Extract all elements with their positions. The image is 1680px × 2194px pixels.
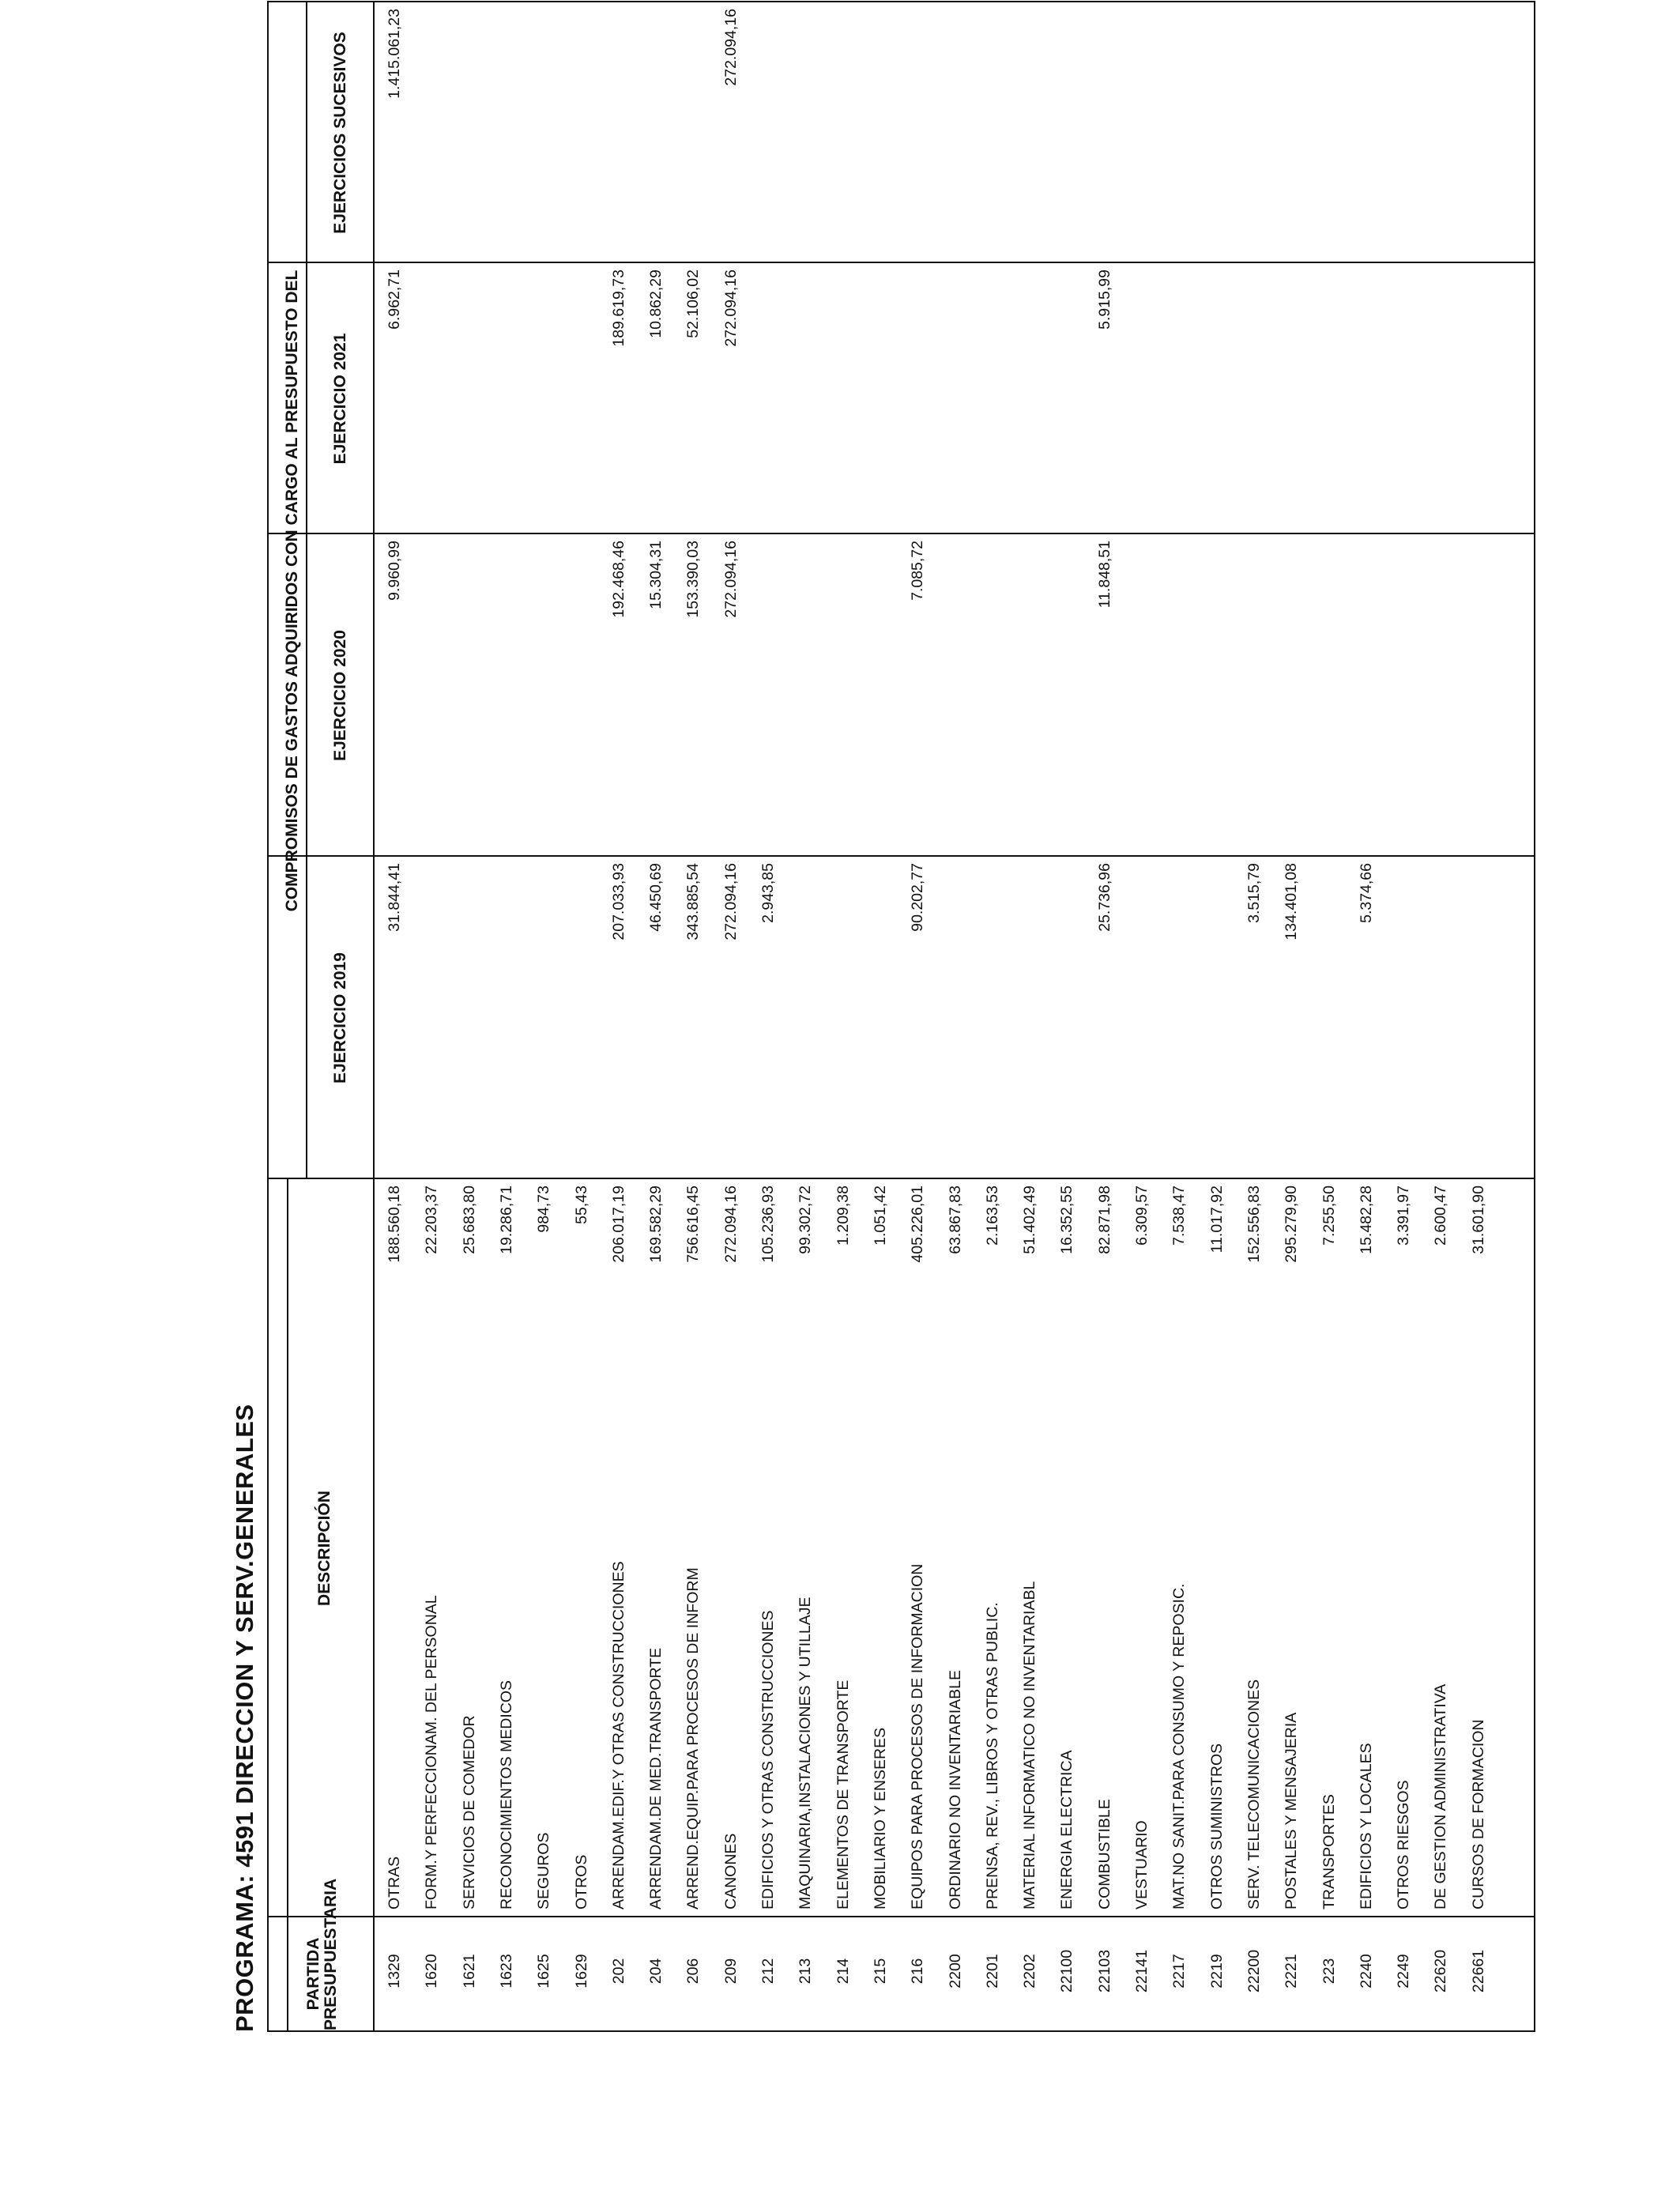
ejercicio-2018-cell: 295.279,90 <box>1283 1186 1301 1263</box>
ejercicio-2020-cell: 153.390,03 <box>684 541 703 618</box>
descripcion-cell: EDIFICIOS Y LOCALES <box>1357 1743 1375 1909</box>
descripcion-cell: MATERIAL INFORMATICO NO INVENTARIABL <box>1021 1581 1039 1909</box>
ejercicio-2019-cell: 343.885,54 <box>684 863 703 941</box>
ejercicio-2018-cell: 82.871,98 <box>1095 1186 1113 1254</box>
partida-cell: 2240 <box>1357 1954 1375 1989</box>
ejercicio-2018-cell: 7.255,50 <box>1320 1186 1338 1246</box>
ejercicio-2019-cell: 5.374,66 <box>1357 863 1375 923</box>
partida-cell: 22620 <box>1432 1949 1450 1993</box>
partida-cell: 2219 <box>1207 1954 1226 1989</box>
partida-cell: 202 <box>609 1958 627 1985</box>
ejercicio-2018-cell: 51.402,49 <box>1021 1186 1039 1254</box>
ejercicio-2021-cell: 52.106,02 <box>684 270 703 338</box>
ejercicio-2019-cell: 90.202,77 <box>909 863 927 932</box>
ejercicio-2021-cell: 10.862,29 <box>647 270 665 338</box>
descripcion-cell: MAT.NO SANIT.PARA CONSUMO Y REPOSIC. <box>1170 1583 1188 1909</box>
partida-cell: 215 <box>871 1958 889 1985</box>
partida-cell: 1625 <box>535 1954 553 1989</box>
descripcion-cell: CANONES <box>721 1833 740 1909</box>
descripcion-cell: FORM.Y PERFECCIONAM. DEL PERSONAL <box>423 1595 441 1909</box>
descripcion-cell: ORDINARIO NO INVENTARIABLE <box>946 1669 964 1909</box>
ejercicio-2018-cell: 22.203,37 <box>423 1186 441 1254</box>
ejercicio-2019-cell: 31.844,41 <box>386 863 403 932</box>
ejercicio-2019-cell: 272.094,16 <box>721 863 740 941</box>
ejercicio-2018-cell: 7.538,47 <box>1170 1186 1188 1246</box>
ejercicio-2020-cell: 272.094,16 <box>721 541 740 618</box>
partida-cell: 216 <box>909 1958 927 1985</box>
ejercicio-2018-cell: 152.556,83 <box>1245 1186 1263 1263</box>
partida-cell: 1620 <box>423 1954 441 1989</box>
header-ejercicios-sucesivos: EJERCICIOS SUCESIVOS <box>331 32 349 234</box>
header-partida-line2: PRESUPUESTARIA <box>322 1878 340 2030</box>
ejercicio-2018-cell: 99.302,72 <box>797 1186 815 1254</box>
column-divider <box>269 1178 1534 1179</box>
partida-cell: 2201 <box>983 1954 1001 1989</box>
descripcion-cell: MAQUINARIA,INSTALACIONES Y UTILLAJE <box>797 1596 815 1909</box>
ejercicio-2018-cell: 19.286,71 <box>497 1186 515 1254</box>
ejercicio-2018-cell: 984,73 <box>535 1186 553 1233</box>
descripcion-cell: ENERGIA ELECTRICA <box>1058 1750 1076 1909</box>
partida-cell: 212 <box>759 1958 777 1985</box>
ejercicio-2020-cell: 11.848,51 <box>1095 541 1113 609</box>
ejercicio-2018-cell: 55,43 <box>572 1186 590 1224</box>
descripcion-cell: ARRENDAM.DE MED.TRANSPORTE <box>647 1647 665 1909</box>
descripcion-cell: ARREND.EQUIP.PARA PROCESOS DE INFORM <box>684 1567 703 1909</box>
partida-cell: 1623 <box>497 1954 515 1989</box>
page-title: PROGRAMA: 4591 DIRECCION Y SERV.GENERALES <box>231 1404 258 2032</box>
ejercicio-2019-cell: 25.736,96 <box>1095 863 1113 932</box>
partida-cell: 213 <box>797 1958 815 1985</box>
header-compromisos: COMPROMISOS DE GASTOS ADQUIRIDOS CON CARGO AL PRESUPUESTO DEL <box>283 270 301 912</box>
ejercicio-2021-cell: 272.094,16 <box>721 270 740 347</box>
ejercicio-2018-cell: 1.209,38 <box>834 1186 852 1246</box>
ejercicio-2021-cell: 5.915,99 <box>1095 270 1113 330</box>
descripcion-cell: OTRAS <box>386 1856 403 1909</box>
descripcion-cell: VESTUARIO <box>1133 1820 1151 1909</box>
ejercicio-2018-cell: 272.094,16 <box>721 1186 740 1263</box>
ejercicio-2018-cell: 15.482,28 <box>1357 1186 1375 1254</box>
ejercicio-2019-cell: 207.033,93 <box>609 863 627 941</box>
partida-cell: 223 <box>1320 1958 1338 1985</box>
descripcion-cell: ARRENDAM.EDIF.Y OTRAS CONSTRUCCIONES <box>609 1561 627 1909</box>
descripcion-cell: PRENSA, REV., LIBROS Y OTRAS PUBLIC. <box>983 1602 1001 1909</box>
ejercicio-2019-cell: 134.401,08 <box>1283 863 1301 941</box>
ejercicio-2018-cell: 31.601,90 <box>1469 1186 1487 1254</box>
partida-cell: 2249 <box>1395 1954 1413 1989</box>
partida-cell: 1621 <box>460 1954 478 1989</box>
descripcion-cell: POSTALES Y MENSAJERIA <box>1283 1712 1301 1909</box>
header-ejercicio-2020: EJERCICIO 2020 <box>331 630 349 761</box>
partida-cell: 214 <box>834 1958 852 1985</box>
header-ejercicio-2021: EJERCICIO 2021 <box>331 333 349 465</box>
ejercicio-2021-cell: 6.962,71 <box>386 270 403 330</box>
partida-cell: 2221 <box>1283 1954 1301 1989</box>
column-divider <box>269 1916 1534 1917</box>
descripcion-cell: CURSOS DE FORMACION <box>1469 1719 1487 1909</box>
partida-cell: 206 <box>684 1958 703 1985</box>
column-divider <box>269 533 1534 534</box>
ejercicio-2018-cell: 1.051,42 <box>871 1186 889 1246</box>
ejercicio-2018-cell: 188.560,18 <box>386 1186 403 1263</box>
descripcion-cell: SERVICIOS DE COMEDOR <box>460 1715 478 1909</box>
descripcion-cell: MOBILIARIO Y ENSERES <box>871 1727 889 1909</box>
descripcion-cell: SERV. TELECOMUNICACIONES <box>1245 1679 1263 1909</box>
descripcion-cell: SEGUROS <box>535 1832 553 1909</box>
descripcion-cell: OTROS <box>572 1854 590 1909</box>
partida-cell: 204 <box>647 1958 665 1985</box>
header-partida <box>304 1878 340 2030</box>
partida-cell: 22200 <box>1245 1949 1263 1993</box>
ejercicio-2020-cell: 7.085,72 <box>909 541 927 601</box>
partida-cell: 2200 <box>946 1954 964 1989</box>
partida-cell: 2217 <box>1170 1954 1188 1989</box>
descripcion-cell: RECONOCIMIENTOS MEDICOS <box>497 1680 515 1909</box>
ejercicio-2018-cell: 756.616,45 <box>684 1186 703 1263</box>
partida-cell: 1329 <box>386 1954 403 1989</box>
column-divider <box>269 262 1534 263</box>
ejercicio-2020-cell: 9.960,99 <box>386 541 403 601</box>
header-divider <box>287 1179 288 2030</box>
header-ejercicio-2019: EJERCICIO 2019 <box>331 952 349 1084</box>
ejercicios-sucesivos-cell: 272.094,16 <box>721 9 740 86</box>
ejercicio-2018-cell: 11.017,92 <box>1207 1186 1226 1253</box>
header-bottom-divider <box>373 2 375 2030</box>
descripcion-cell: OTROS RIESGOS <box>1395 1780 1413 1909</box>
ejercicio-2020-cell: 192.468,46 <box>609 541 627 618</box>
ejercicio-2018-cell: 2.600,47 <box>1432 1186 1450 1246</box>
ejercicio-2019-cell: 3.515,79 <box>1245 863 1263 923</box>
ejercicio-2018-cell: 405.226,01 <box>909 1186 927 1263</box>
column-divider <box>269 855 1534 857</box>
ejercicio-2018-cell: 206.017,19 <box>609 1186 627 1263</box>
header-divider <box>306 2 307 1179</box>
ejercicio-2018-cell: 2.163,53 <box>983 1186 1001 1246</box>
partida-cell: 22141 <box>1133 1949 1151 1993</box>
descripcion-cell: DE GESTION ADMINISTRATIVA <box>1432 1683 1450 1909</box>
descripcion-cell: OTROS SUMINISTROS <box>1207 1743 1226 1909</box>
partida-cell: 22100 <box>1058 1949 1076 1993</box>
descripcion-cell: EQUIPOS PARA PROCESOS DE INFORMACION <box>909 1563 927 1909</box>
header-descripcion: DESCRIPCIÓN <box>315 1491 333 1606</box>
partida-cell: 1629 <box>572 1954 590 1989</box>
descripcion-cell: COMBUSTIBLE <box>1095 1799 1113 1909</box>
ejercicio-2018-cell: 6.309,57 <box>1133 1186 1151 1246</box>
descripcion-cell: ELEMENTOS DE TRANSPORTE <box>834 1679 852 1909</box>
ejercicio-2018-cell: 3.391,97 <box>1395 1186 1413 1246</box>
ejercicios-sucesivos-cell: 1.415.061,23 <box>386 9 403 99</box>
ejercicio-2018-cell: 16.352,55 <box>1058 1186 1076 1254</box>
ejercicio-2018-cell: 105.236,93 <box>759 1186 777 1263</box>
descripcion-cell: EDIFICIOS Y OTRAS CONSTRUCCIONES <box>759 1610 777 1909</box>
ejercicio-2019-cell: 46.450,69 <box>647 863 665 932</box>
budget-table <box>267 1 1535 2032</box>
header-partida-line1: PARTIDA <box>304 1937 322 2011</box>
ejercicio-2018-cell: 169.582,29 <box>647 1186 665 1263</box>
descripcion-cell: TRANSPORTES <box>1320 1794 1338 1909</box>
ejercicio-2020-cell: 15.304,31 <box>647 541 665 609</box>
ejercicio-2018-cell: 63.867,83 <box>946 1186 964 1254</box>
partida-cell: 22103 <box>1095 1949 1113 1993</box>
partida-cell: 209 <box>721 1958 740 1985</box>
ejercicio-2019-cell: 2.943,85 <box>759 863 777 923</box>
partida-cell: 2202 <box>1021 1954 1039 1989</box>
ejercicio-2021-cell: 189.619,73 <box>609 270 627 347</box>
partida-cell: 22661 <box>1469 1949 1487 1993</box>
ejercicio-2018-cell: 25.683,80 <box>460 1186 478 1254</box>
